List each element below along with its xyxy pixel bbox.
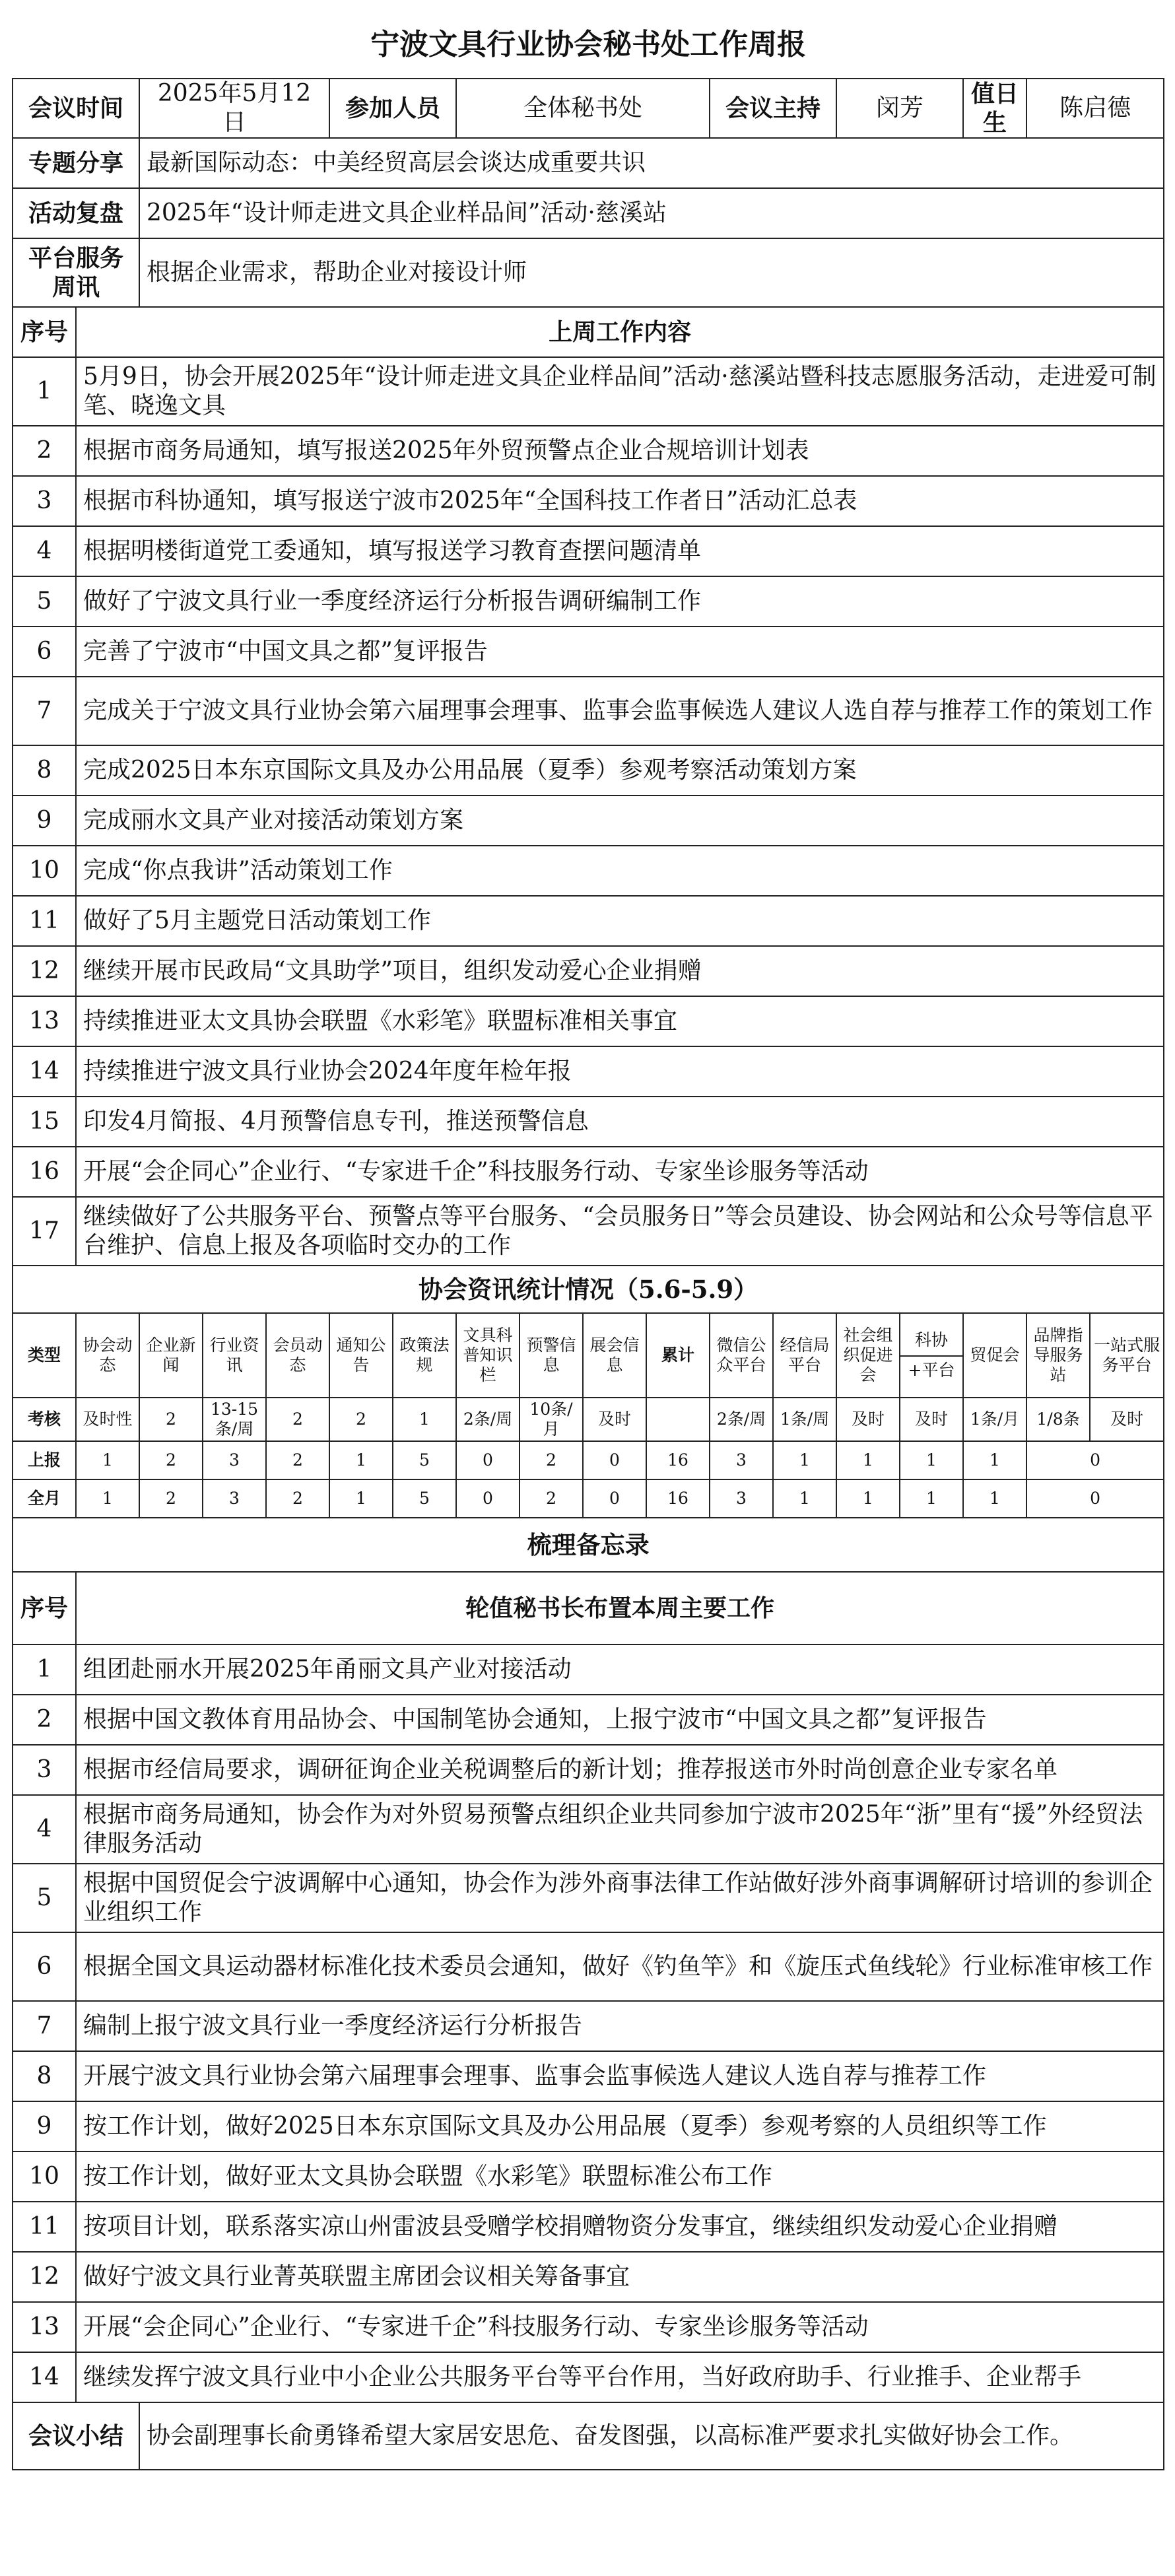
last-week-item-number: 3: [13, 476, 76, 526]
memo-item: 根据中国贸促会宁波调解中心通知，协会作为涉外商事法律工作站做好涉外商事调解研讨培训的参训企业组织工作: [76, 1864, 1164, 1932]
last-week-item-number: 1: [13, 357, 76, 426]
stats-cell: 3: [203, 1441, 266, 1479]
stats-cell: 1/8条: [1026, 1398, 1090, 1441]
stats-cell: 2: [520, 1441, 583, 1479]
last-week-item: 开展“会企同心”企业行、“专家进千企”科技服务行动、专家坐诊服务等活动: [76, 1147, 1164, 1197]
report-title: 宁波文具行业协会秘书处工作周报: [13, 12, 1164, 79]
stats-cell: 16: [646, 1479, 710, 1518]
stats-column-header: 协会动态: [76, 1313, 139, 1398]
summary-label: 会议小结: [13, 2402, 139, 2470]
stats-column-header: 一站式服务平台: [1090, 1313, 1164, 1398]
last-week-item-number: 6: [13, 627, 76, 677]
stats-cell: [646, 1398, 710, 1441]
stats-cell: 1条/周: [773, 1398, 836, 1441]
stats-cell: 及时: [900, 1398, 963, 1441]
stats-row-label: 上报: [13, 1441, 76, 1479]
memo-item: 根据市经信局要求，调研征询企业关税调整后的新计划；推荐报送市外时尚创意企业专家名单: [76, 1745, 1164, 1795]
report-table: [12, 12, 1164, 2470]
stats-cell: 0: [583, 1479, 646, 1518]
stats-cell: 2: [329, 1398, 393, 1441]
attendees-value: 全体秘书处: [456, 79, 710, 138]
memo-item-number: 1: [13, 1644, 76, 1695]
stats-cell: 3: [710, 1479, 773, 1518]
memo-item: 继续发挥宁波文具行业中小企业公共服务平台等平台作用，当好政府助手、行业推手、企业帮手: [76, 2352, 1164, 2402]
stats-cell: 13-15条/周: [203, 1398, 266, 1441]
stats-cell: 1: [76, 1479, 139, 1518]
memo-item-number: 7: [13, 2001, 76, 2051]
stats-cell: 1: [76, 1441, 139, 1479]
memo-header: 轮值秘书长布置本周主要工作: [76, 1572, 1164, 1644]
stats-cell: 3: [203, 1479, 266, 1518]
memo-item: 根据全国文具运动器材标准化技术委员会通知，做好《钓鱼竿》和《旋压式鱼线轮》行业标准审核工作: [76, 1932, 1164, 2001]
stats-column-header: 经信局平台: [773, 1313, 836, 1398]
last-week-item-number: 14: [13, 1046, 76, 1097]
stats-cell: 及时: [583, 1398, 646, 1441]
host-value: 闵芳: [836, 79, 963, 138]
stats-row-label: 考核: [13, 1398, 76, 1441]
last-week-item: 完成关于宁波文具行业协会第六届理事会理事、监事会监事候选人建议人选自荐与推荐工作的策划工作: [76, 677, 1164, 745]
stats-cell: 0: [583, 1441, 646, 1479]
platform-label: 平台服务周讯: [13, 238, 139, 307]
memo-item: 开展宁波文具行业协会第六届理事会理事、监事会监事候选人建议人选自荐与推荐工作: [76, 2051, 1164, 2101]
last-week-item-number: 16: [13, 1147, 76, 1197]
last-week-item-number: 5: [13, 576, 76, 627]
memo-item: 开展“会企同心”企业行、“专家进千企”科技服务行动、专家坐诊服务等活动: [76, 2302, 1164, 2352]
memo-item-number: 6: [13, 1932, 76, 2001]
stats-column-header: 累计: [646, 1313, 710, 1398]
stats-column-header: 品牌指导服务站: [1026, 1313, 1090, 1398]
stats-column-header-main: 科协: [900, 1330, 962, 1357]
stats-cell: 1: [329, 1479, 393, 1518]
stats-cell: 1: [773, 1479, 836, 1518]
stats-type-header: 类型: [13, 1313, 76, 1398]
stats-cell: 2: [266, 1441, 329, 1479]
duty-value: 陈启德: [1026, 79, 1164, 138]
topic-label: 专题分享: [13, 138, 139, 188]
last-week-item: 持续推进宁波文具行业协会2024年度年检年报: [76, 1046, 1164, 1097]
stats-cell: 1: [836, 1441, 900, 1479]
memo-item-number: 13: [13, 2302, 76, 2352]
stats-cell: 2条/周: [710, 1398, 773, 1441]
last-week-item-number: 13: [13, 996, 76, 1046]
stats-cell: 2: [139, 1441, 203, 1479]
last-week-item-number: 4: [13, 526, 76, 576]
topic-value: 最新国际动态：中美经贸高层会谈达成重要共识: [139, 138, 1164, 188]
stats-column-header: 微信公众平台: [710, 1313, 773, 1398]
stats-cell: 3: [710, 1441, 773, 1479]
memo-item-number: 14: [13, 2352, 76, 2402]
stats-row-label: 全月: [13, 1479, 76, 1518]
memo-item-number: 12: [13, 2252, 76, 2302]
last-week-item-number: 10: [13, 846, 76, 896]
last-week-item: 根据明楼街道党工委通知，填写报送学习教育查摆问题清单: [76, 526, 1164, 576]
stats-column-header-sub: +平台: [908, 1361, 955, 1380]
memo-item: 根据市商务局通知，协会作为对外贸易预警点组织企业共同参加宁波市2025年“浙”里有“援”外经贸法律服务活动: [76, 1795, 1164, 1864]
memo-item-number: 11: [13, 2202, 76, 2252]
last-week-item: 印发4月简报、4月预警信息专刊，推送预警信息: [76, 1097, 1164, 1147]
memo-item-number: 3: [13, 1745, 76, 1795]
last-week-num-header: 序号: [13, 307, 76, 357]
review-label: 活动复盘: [13, 188, 139, 238]
stats-cell: 10条/月: [520, 1398, 583, 1441]
memo-title: 梳理备忘录: [13, 1518, 1164, 1572]
stats-column-header: [900, 1313, 963, 1398]
meeting-time-label: 会议时间: [13, 79, 139, 138]
last-week-item: 做好了宁波文具行业一季度经济运行分析报告调研编制工作: [76, 576, 1164, 627]
stats-column-header: 政策法规: [393, 1313, 456, 1398]
last-week-item: 完善了宁波市“中国文具之都”复评报告: [76, 627, 1164, 677]
last-week-item: 完成2025日本东京国际文具及办公用品展（夏季）参观考察活动策划方案: [76, 745, 1164, 796]
stats-cell: 2: [266, 1479, 329, 1518]
memo-item-number: 8: [13, 2051, 76, 2101]
last-week-item-number: 17: [13, 1197, 76, 1266]
memo-num-header: 序号: [13, 1572, 76, 1644]
stats-column-header: 展会信息: [583, 1313, 646, 1398]
host-label: 会议主持: [710, 79, 836, 138]
stats-column-header: 会员动态: [266, 1313, 329, 1398]
last-week-item: 5月9日，协会开展2025年“设计师走进文具企业样品间”活动·慈溪站暨科技志愿服务活动，走进爱可制笔、晓逸文具: [76, 357, 1164, 426]
last-week-item: 根据市商务局通知，填写报送2025年外贸预警点企业合规培训计划表: [76, 426, 1164, 476]
stats-cell: 1: [836, 1479, 900, 1518]
last-week-item-number: 9: [13, 796, 76, 846]
last-week-item-number: 15: [13, 1097, 76, 1147]
stats-column-header: 预警信息: [520, 1313, 583, 1398]
stats-cell: 2: [139, 1398, 203, 1441]
review-value: 2025年“设计师走进文具企业样品间”活动·慈溪站: [139, 188, 1164, 238]
memo-item: 按工作计划，做好亚太文具协会联盟《水彩笔》联盟标准公布工作: [76, 2152, 1164, 2202]
duty-label: 值日生: [963, 79, 1026, 138]
memo-item-number: 4: [13, 1795, 76, 1864]
last-week-item: 根据市科协通知，填写报送宁波市2025年“全国科技工作者日”活动汇总表: [76, 476, 1164, 526]
stats-cell: 16: [646, 1441, 710, 1479]
stats-column-header: 通知公告: [329, 1313, 393, 1398]
stats-column-header: 社会组织促进会: [836, 1313, 900, 1398]
memo-item-number: 2: [13, 1695, 76, 1745]
stats-cell: 1: [393, 1398, 456, 1441]
last-week-item: 继续做好了公共服务平台、预警点等平台服务、“会员服务日”等会员建设、协会网站和公众号等信息平台维护、信息上报及各项临时交办的工作: [76, 1197, 1164, 1266]
stats-cell: 1: [329, 1441, 393, 1479]
memo-item: 做好宁波文具行业菁英联盟主席团会议相关筹备事宜: [76, 2252, 1164, 2302]
stats-cell: 1: [900, 1441, 963, 1479]
platform-value: 根据企业需求，帮助企业对接设计师: [139, 238, 1164, 307]
last-week-item: 完成“你点我讲”活动策划工作: [76, 846, 1164, 896]
memo-item-number: 9: [13, 2101, 76, 2152]
memo-item: 组团赴丽水开展2025年甬丽文具产业对接活动: [76, 1644, 1164, 1695]
stats-cell: 0: [456, 1441, 520, 1479]
stats-cell: 5: [393, 1441, 456, 1479]
stats-cell: 1条/月: [963, 1398, 1026, 1441]
stats-cell: 1: [900, 1479, 963, 1518]
summary-value: 协会副理事长俞勇锋希望大家居安思危、奋发图强，以高标准严要求扎实做好协会工作。: [139, 2402, 1164, 2470]
memo-item: 根据中国文教体育用品协会、中国制笔协会通知，上报宁波市“中国文具之都”复评报告: [76, 1695, 1164, 1745]
stats-column-header: 贸促会: [963, 1313, 1026, 1398]
memo-item-number: 10: [13, 2152, 76, 2202]
last-week-item-number: 11: [13, 896, 76, 946]
stats-cell: 0: [456, 1479, 520, 1518]
memo-item: 按工作计划，做好2025日本东京国际文具及办公用品展（夏季）参观考察的人员组织等工作: [76, 2101, 1164, 2152]
stats-cell: 及时性: [76, 1398, 139, 1441]
memo-item: 按项目计划，联系落实凉山州雷波县受赠学校捐赠物资分发事宜，继续组织发动爱心企业捐赠: [76, 2202, 1164, 2252]
stats-cell: 1: [963, 1479, 1026, 1518]
last-week-item: 持续推进亚太文具协会联盟《水彩笔》联盟标准相关事宜: [76, 996, 1164, 1046]
last-week-item: 继续开展市民政局“文具助学”项目，组织发动爱心企业捐赠: [76, 946, 1164, 996]
stats-cell: 0: [1026, 1479, 1164, 1518]
stats-column-header: 行业资讯: [203, 1313, 266, 1398]
last-week-item: 做好了5月主题党日活动策划工作: [76, 896, 1164, 946]
last-week-item-number: 7: [13, 677, 76, 745]
stats-cell: 2: [520, 1479, 583, 1518]
stats-cell: 2条/周: [456, 1398, 520, 1441]
stats-cell: 及时: [1090, 1398, 1164, 1441]
last-week-item-number: 8: [13, 745, 76, 796]
last-week-item-number: 2: [13, 426, 76, 476]
stats-cell: 及时: [836, 1398, 900, 1441]
last-week-item-number: 12: [13, 946, 76, 996]
stats-cell: 0: [1026, 1441, 1164, 1479]
stats-cell: 1: [773, 1441, 836, 1479]
stats-column-header: 企业新闻: [139, 1313, 203, 1398]
attendees-label: 参加人员: [329, 79, 456, 138]
stats-cell: 1: [963, 1441, 1026, 1479]
stats-title: 协会资讯统计情况（5.6-5.9）: [13, 1266, 1164, 1313]
weekly-report-sheet: [12, 12, 1163, 2470]
stats-cell: 2: [139, 1479, 203, 1518]
stats-cell: 2: [266, 1398, 329, 1441]
last-week-header: 上周工作内容: [76, 307, 1164, 357]
stats-column-header: 文具科普知识栏: [456, 1313, 520, 1398]
memo-item: 编制上报宁波文具行业一季度经济运行分析报告: [76, 2001, 1164, 2051]
stats-cell: 5: [393, 1479, 456, 1518]
memo-item-number: 5: [13, 1864, 76, 1932]
meeting-time-value: 2025年5月12日: [139, 79, 329, 138]
last-week-item: 完成丽水文具产业对接活动策划方案: [76, 796, 1164, 846]
